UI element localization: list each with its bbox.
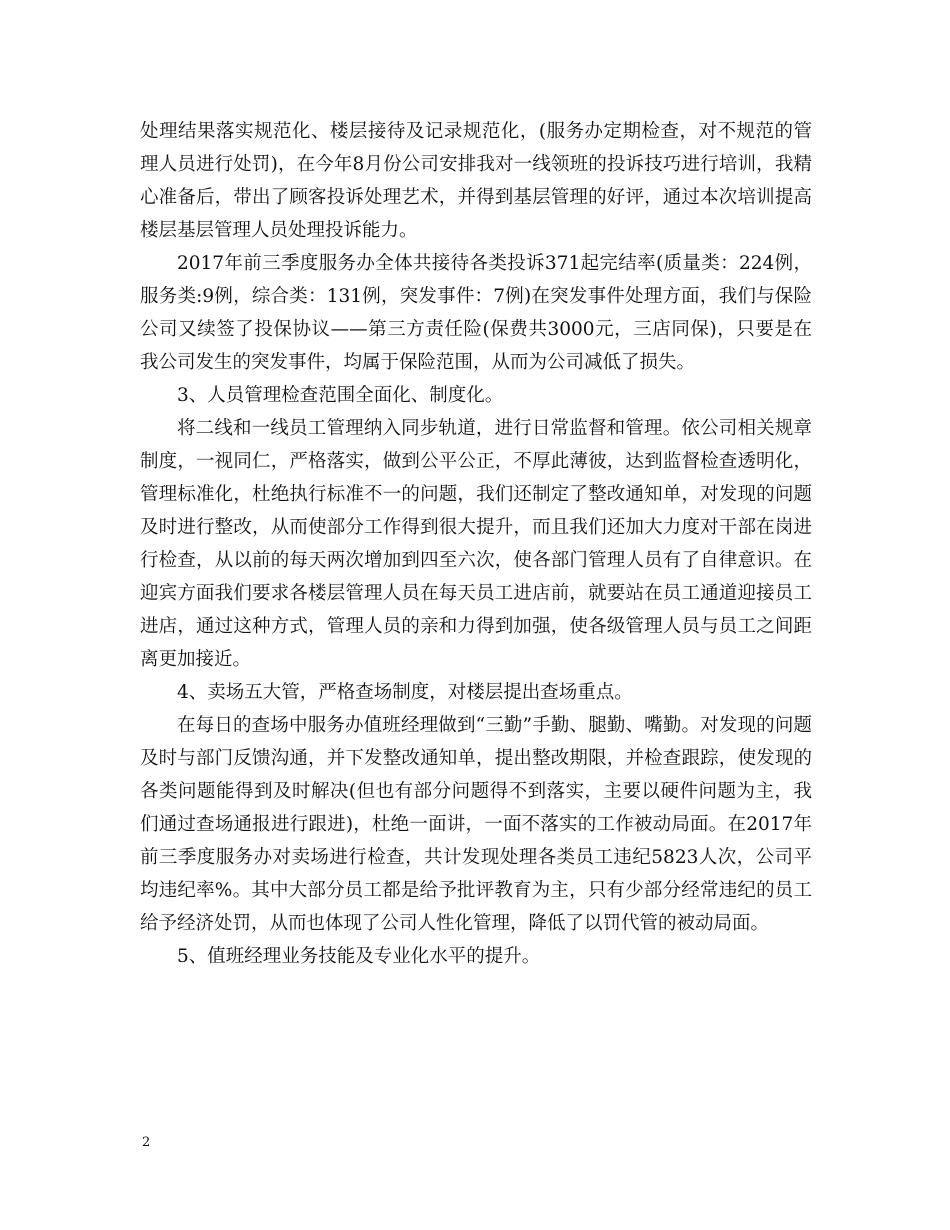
paragraph-complaint-handling: 处理结果落实规范化、楼层接待及记录规范化，(服务办定期检查，对不规范的管理人员进行处罚)，在今年8月份公司安排我对一线领班的投诉技巧进行培训，我精心准备后，带出了顾客投诉处理艺术，并得到基层管理的好评，通过本次培训提高楼层基层管理人员处理投诉能力。 — [140, 121, 812, 241]
document-body — [140, 115, 812, 973]
paragraph-staff-management: 将二线和一线员工管理纳入同步轨道，进行日常监督和管理。依公司相关规章制度，一视同仁，严格落实，做到公平公正，不厚此薄彼，达到监督检查透明化，管理标准化，杜绝执行标准不一的问题，我们还制定了整改通知单，对发现的问题及时进行整改，从而使部分工作得到很大提升，而且我们还加大力度对干部在岗进行检查，从以前的每天两次增加到四至六次，使各部门管理人员有了自律意识。在迎宾方面我们要求各楼层管理人员在每天员工进店前，就要站在员工通道迎接员工进店，通过这种方式，管理人员的亲和力得到加强，使各级管理人员与员工之间距离更加接近。 — [140, 418, 812, 670]
page-number: 2 — [142, 1135, 151, 1150]
section-heading-staff-management: 3、人员管理检查范围全面化、制度化。 — [177, 385, 504, 406]
section-heading-floor-inspection: 4、卖场五大管，严格查场制度，对楼层提出查场重点。 — [177, 682, 633, 703]
section-heading-manager-skills: 5、值班经理业务技能及专业化水平的提升。 — [177, 946, 541, 967]
paragraph-complaint-statistics: 2017年前三季度服务办全体共接待各类投诉371起完结率(质量类：224例，服务类:9例，综合类：131例，突发事件：7例)在突发事件处理方面，我们与保险公司又续签了投保协议——第三方责任险(保费共3000元，三店同保)，只要是在我公司发生的突发事件，均属于保险范围，从而为公司减低了损失。 — [140, 253, 812, 373]
paragraph-floor-inspection: 在每日的查场中服务办值班经理做到“三勤”手勤、腿勤、嘴勤。对发现的问题及时与部门反馈沟通，并下发整改通知单，提出整改期限，并检查跟踪，使发现的各类问题能得到及时解决(但也有部分问题得不到落实，主要以硬件问题为主，我们通过查场通报进行跟进)，杜绝一面讲，一面不落实的工作被动局面。在2017年前三季度服务办对卖场进行检查，共计发现处理各类员工违纪5823人次，公司平均违纪率%。其中大部分员工都是给予批评教育为主，只有少部分经常违纪的员工给予经济处罚，从而也体现了公司人性化管理，降低了以罚代管的被动局面。 — [140, 715, 812, 934]
